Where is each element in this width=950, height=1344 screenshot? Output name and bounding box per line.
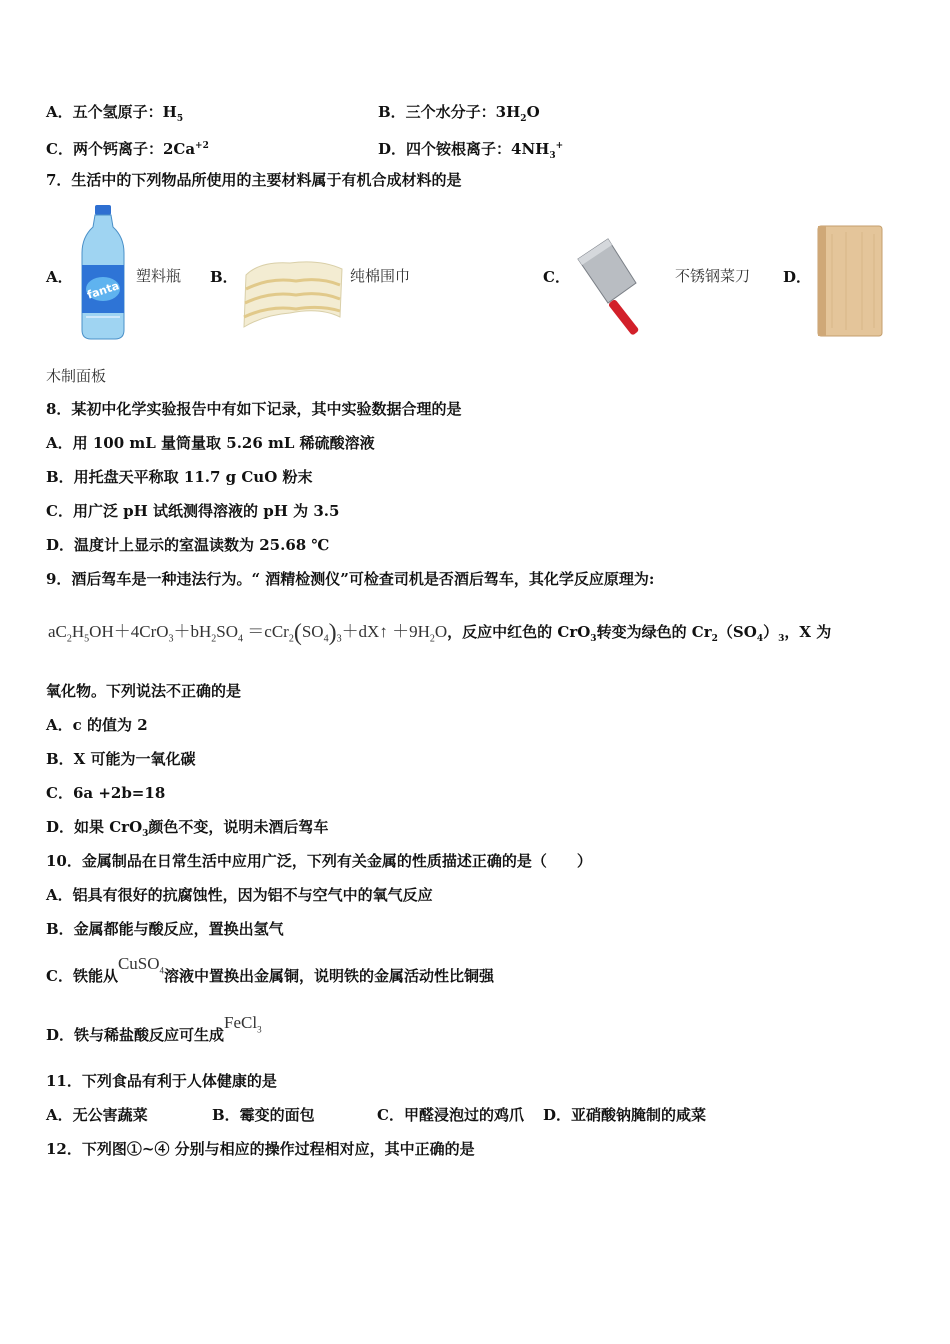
q8-option-a: A．用 100 mL 量筒量取 5.26 mL 稀硫酸溶液: [46, 434, 375, 452]
q10-option-d: D．铁与稀盐酸反应可生成FeCl$_3$: [46, 1013, 262, 1044]
q8-option-c: C．用广泛 pH 试纸测得溶液的 pH 为 3.5: [46, 502, 340, 520]
q8-option-b: B．用托盘天平称取 11.7 g CuO 粉末: [46, 468, 313, 486]
q9-stem-continued: 氧化物。下列说法不正确的是: [46, 682, 242, 700]
q11-option-c: C．甲醛浸泡过的鸡爪: [377, 1106, 524, 1124]
cuso4-formula: CuSO$_4$: [117, 954, 165, 976]
q11-stem: 11．下列食品有利于人体健康的是: [46, 1072, 277, 1090]
q7-stem: 7．生活中的下列物品所使用的主要材料属于有机合成材料的是: [46, 171, 462, 189]
q7-option-d-letter: D．: [783, 268, 812, 286]
q10-option-c: C．铁能从CuSO$_4$溶液中置换出金属铜，说明铁的金属活动性比铜强: [46, 954, 495, 985]
q9-option-b: B．X 可能为一氧化碳: [46, 750, 196, 768]
wooden-board-image: [816, 224, 886, 340]
q10-stem: 10．金属制品在日常生活中应用广泛，下列有关金属的性质描述正确的是（ ）: [46, 852, 592, 870]
q12-stem: 12．下列图①~④ 分别与相应的操作过程相对应，其中正确的是: [46, 1140, 475, 1158]
q9-equation-line: $aC_2H_5OH+4CrO_3+bH_2SO_4$ $=cCr_2(SO_4)_3+dX↑ +9H_2O$，反应中红色的 CrO$_3$转变为绿色的 $Cr_2(SO_4)_3$，X 为: [48, 620, 832, 646]
q7-option-c-caption: 不锈钢菜刀: [675, 267, 751, 285]
q6-option-c: C．两个钙离子：$2Ca^{+2}$: [46, 140, 209, 158]
q6-option-a: A．五个氢原子：$H_5$: [46, 103, 184, 124]
reaction-equation: $aC_2H_5OH+4CrO_3+bH_2SO_4$ $=cCr_2(SO_4)_3+dX↑ +9H_2O$: [48, 620, 448, 646]
q11-option-d: D．亚硝酸钠腌制的咸菜: [543, 1106, 707, 1124]
q7-option-d-caption: 木制面板: [46, 367, 107, 385]
q7-option-a-letter: A．: [46, 268, 73, 286]
q10-option-a: A．铝具有很好的抗腐蚀性，因为铝不与空气中的氧气反应: [46, 886, 433, 904]
q10-option-b: B．金属都能与酸反应，置换出氢气: [46, 920, 284, 938]
steel-knife-image: [574, 237, 666, 339]
q7-option-b-caption: 纯棉围巾: [350, 267, 411, 285]
q9-option-d: D．如果 CrO$_3$颜色不变，说明未酒后驾车: [46, 818, 329, 839]
q11-option-a: A．无公害蔬菜: [46, 1106, 148, 1124]
q6-option-b: B．三个水分子：$3H_2O$: [378, 103, 540, 124]
cotton-scarf-image: [240, 255, 346, 337]
q6-option-d: D．四个铵根离子：$4NH_3^+$: [378, 140, 564, 161]
plastic-bottle-image: [78, 205, 128, 340]
q8-stem: 8．某初中化学实验报告中有如下记录，其中实验数据合理的是: [46, 400, 462, 418]
q9-option-c: C．6a +2b=18: [46, 784, 166, 802]
q8-option-d: D．温度计上显示的室温读数为 25.68 ℃: [46, 536, 330, 554]
svg-text:fanta: fanta: [85, 279, 121, 302]
q7-option-c-letter: C．: [543, 268, 570, 286]
q7-option-b-letter: B．: [210, 268, 238, 286]
q7-option-a-caption: 塑料瓶: [136, 267, 182, 285]
q11-option-b: B．霉变的面包: [212, 1106, 315, 1124]
q9-stem: 9．酒后驾车是一种违法行为。“ 酒精检测仪”可检查司机是否酒后驾车，其化学反应原理为:: [46, 570, 655, 588]
fecl3-formula: FeCl$_3$: [224, 1013, 262, 1035]
q9-option-a: A．c 的值为 2: [46, 716, 148, 734]
